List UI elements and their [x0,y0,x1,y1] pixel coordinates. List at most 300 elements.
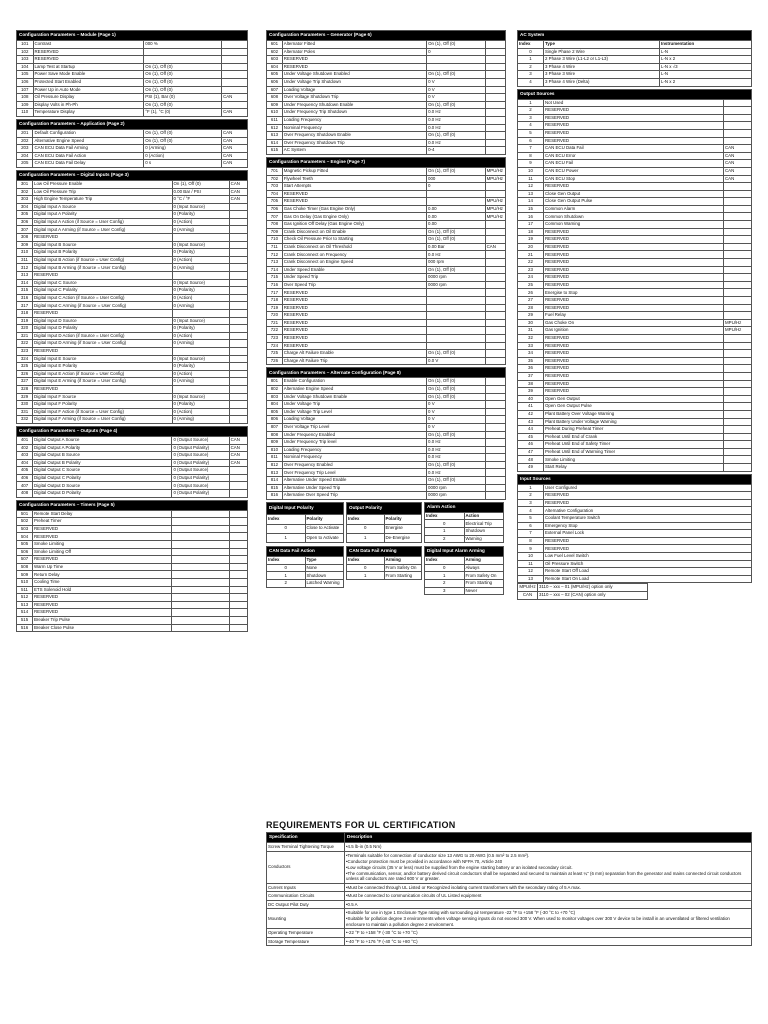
table-cell: 802 [267,385,283,393]
table-cell: 808 [267,431,283,439]
table-cell: Over Voltage Shutdown Trip [282,94,426,102]
table-row [518,198,752,206]
ul-spec: Storage Temperature [267,937,345,946]
table-cell: CAN [222,145,248,153]
table-cell: High Engine Temperature Trip [33,196,173,204]
table-cell: Common Shutdown [544,213,724,221]
table-cell [485,221,505,229]
table-cell: 0 (Polarity) [172,401,229,409]
table-cell: Digital Output D Source [33,482,172,490]
table-cell: Digital Input C Arming (if Source = User Config) [33,302,173,310]
table-cell: Digital Input E Action (if Source = User Config) [33,370,173,378]
table-cell: 0 V [427,78,486,86]
table-cell: RESERVED [544,372,724,380]
table-row [17,226,248,234]
table-cell: 0 (Action) [172,370,229,378]
table-cell: Breaker Trip Pulse [33,616,172,624]
table-row [267,221,506,229]
table-cell: On (1), Off (0) [427,132,486,140]
table-cell: 304 [17,203,33,211]
table-row [518,312,752,320]
table-cell: RESERVED [544,236,724,244]
table-cell: Low Fuel Level Switch [544,553,752,561]
table-cell: 0 (Polarity) [172,211,229,219]
table-cell: Digital Input F Source [33,393,173,401]
table-cell [229,624,247,632]
table-cell: Energise to Stop [544,289,724,297]
table-cell: 31 [518,327,544,335]
column-header: Index [347,515,385,524]
table-row [17,548,248,556]
table-cell: 21 [518,251,544,259]
table-row [518,243,752,251]
table-cell [427,304,486,312]
table-cell: 717 [267,289,283,297]
ul-header-row [267,833,752,843]
table-cell: Fuel Relay [544,312,724,320]
ul-description [345,851,752,883]
table-row [17,416,248,424]
table-cell: Power Save Mode Enable [33,71,144,79]
table-row [17,48,248,56]
table-cell [229,264,247,272]
ul-row [267,929,752,938]
table-cell: Gas Choke Timer (Gas Engine Only) [282,205,426,213]
table-cell: Digital Input B Arming (if Source = User Config) [33,264,173,272]
table-row [267,580,344,588]
table-cell: RESERVED [544,114,724,122]
table-cell: Alternative Under Speed Enable [282,477,426,485]
table-cell: 17 [518,221,544,229]
table-row [17,272,248,280]
table-cell: 0 (Output Polarity) [172,459,229,467]
section-title: Input Sources [518,474,752,484]
table-row [518,560,752,568]
table-cell: RESERVED [544,251,724,259]
table-cell [724,410,752,418]
table-cell: MPU/Hz [485,205,505,213]
table-cell: Over Frequency Enabled [282,461,426,469]
table-cell: 805 [267,408,283,416]
table-row [518,464,752,472]
table-cell: RESERVED [282,297,426,305]
table-row [17,71,248,79]
ul-table [266,832,752,946]
table-cell: 610 [267,109,283,117]
table-row [267,350,506,358]
table-cell: 46 [518,441,544,449]
table-cell: 3 [518,114,544,122]
table-cell: 323 [17,347,33,355]
table-cell [172,310,229,318]
table-cell: CAN [222,137,248,145]
table-row [17,196,248,204]
table-row [17,249,248,257]
table-cell: Contrast [33,41,144,49]
table-row [267,357,506,365]
table-cell: Alternative Configuration [544,507,752,515]
table-cell: 708 [267,221,283,229]
table-cell: RESERVED [544,228,724,236]
table-cell [229,347,247,355]
table-cell: MPU/Hz [485,167,505,175]
table-cell: 37 [518,372,544,380]
table-cell: Coolant Temperature Switch [544,515,752,523]
table-row [267,259,506,267]
table-cell: 516 [17,624,33,632]
table-cell: Digital Input E Arming (if Source = User Config) [33,378,173,386]
table-row [518,484,752,492]
table-row [17,609,248,617]
table-cell: 12 [518,183,544,191]
table-cell: 0 [347,564,385,572]
table-cell: 3 Phase 4 Wire (Delta) [544,78,660,86]
table-cell: 20 [518,243,544,251]
table-cell [229,317,247,325]
table-cell [485,56,505,64]
table-cell: 0 (Arming) [144,145,222,153]
table-row [17,109,248,117]
table-cell [485,297,505,305]
table-cell [229,211,247,219]
table-cell: User Configured [544,484,752,492]
table-cell [229,586,247,594]
table-cell [485,385,505,393]
table-row [17,317,248,325]
ul-bullet: • The communication, sensor, and/or battery derived circuit conductors shall be separated and secured to maintain at least ¼" (6 mm) separation from the generator and mains connected circuit conductors unless all conductors are rated 600 V or greater. [346,871,750,882]
table-row [267,71,506,79]
table-cell: 809 [267,439,283,447]
table-cell: Digital Input D Source [33,317,173,325]
ul-description [345,909,752,929]
table-row [267,205,506,213]
table-cell: 406 [17,474,33,482]
table-cell: 0.00 Bar / PSI [172,188,229,196]
legend-cell: CAN [518,591,538,599]
table-cell: 7 [518,530,544,538]
table-cell: Latched Warning [305,580,344,588]
table-cell: From Safety On [464,572,504,580]
table-cell [485,78,505,86]
table-cell: 2 [518,492,544,500]
table-row [17,310,248,318]
table-cell: Crank Disconnect on Engine Speed [282,259,426,267]
table-cell: 715 [267,274,283,282]
table-cell: 2 [425,535,465,543]
table-cell [229,609,247,617]
table-cell [229,302,247,310]
table-cell: Nominal Frequency [282,124,426,132]
table-cell [172,385,229,393]
table-cell [485,342,505,350]
table-cell: °F (1), °C (0) [144,109,222,117]
table-cell: RESERVED [544,281,724,289]
table-row [267,378,506,386]
ul-bullet: • -40 °F to +176 °F (-40 °C to +80 °C) [346,939,750,945]
table-cell: Gas On Delay (Gas Engine Only) [282,213,426,221]
table-cell: Alternative Over Speed Trip [282,492,426,500]
table-cell: RESERVED [33,385,173,393]
table-cell [485,101,505,109]
table-cell: 508 [17,563,33,571]
table-cell: L-N x 2 [660,56,752,64]
table-cell [724,122,752,130]
table-cell [485,147,505,155]
table-cell: 0 (Action) [172,256,229,264]
table-cell: 505 [17,541,33,549]
table-cell: Crank Disconnect on Oil Enable [282,228,426,236]
table-cell: CAN [724,160,752,168]
ul-bullet: • 4.5 lb-in (0.5 Nm) [346,844,750,850]
table-cell: 0 (Polarity) [172,249,229,257]
table-cell [229,533,247,541]
table-cell: 29 [518,312,544,320]
table-cell: 807 [267,423,283,431]
table-cell: Loading Frequency [282,446,426,454]
table-cell [724,441,752,449]
table-row [518,297,752,305]
table-cell: RESERVED [544,274,724,282]
table-row [17,444,248,452]
table-cell [485,334,505,342]
table-cell: RESERVED [33,234,173,242]
table-cell: 9 [518,160,544,168]
table-row [518,251,752,259]
table-cell: 403 [17,452,33,460]
table-cell: RESERVED [544,350,724,358]
table-cell: 48 [518,456,544,464]
ul-row [267,937,752,946]
table-cell [724,205,752,213]
table-cell: 603 [267,56,283,64]
table-cell: 502 [17,518,33,526]
table-cell: Digital Input E Source [33,355,173,363]
table-cell [222,48,248,56]
table-cell: 608 [267,94,283,102]
table-cell: 0.0 Hz [427,446,486,454]
table-cell: Never [464,587,504,595]
table-cell: De-Energise [384,533,422,542]
column-header: Index [267,515,306,524]
table-cell [724,251,752,259]
table-cell: 205 [17,160,33,168]
table-cell: 0000 rpm [427,484,486,492]
table-cell: 801 [267,378,283,386]
table-cell: 605 [267,71,283,79]
table-cell [172,586,229,594]
table-cell: 106 [17,78,34,86]
table-cell: 512 [17,594,33,602]
table-cell: 102 [17,48,34,56]
table-row [518,281,752,289]
table-cell: 1 [347,572,385,580]
table-cell: Close Gen Output [544,190,724,198]
table-row [267,454,506,462]
table-cell: 710 [267,236,283,244]
table-cell: 2 Phase 3 Wire (L1-L2 or L1-L3) [544,56,660,64]
table-cell: On (1), Off (0) [144,63,222,71]
table-cell: CAN [229,436,247,444]
table-cell: RESERVED [544,107,724,115]
table-row [518,403,752,411]
table-cell: 326 [17,370,33,378]
table-cell: Digital Output A Polarity [33,444,172,452]
table-cell [229,256,247,264]
ul-row [267,851,752,883]
table-row [267,190,506,198]
table-cell [485,259,505,267]
table-cell: Preheat Until End of Crank [544,433,724,441]
table-cell [427,319,486,327]
table-cell: Alternative Under Speed Trip [282,484,426,492]
ul-row [267,900,752,909]
table-row [267,167,506,175]
table-cell [724,388,752,396]
table-cell: Check Oil Pressure Prior to Starting [282,236,426,244]
column-header: Index [267,557,306,565]
table-cell: 0 [425,564,465,572]
table-cell: Under Frequency Enabled [282,431,426,439]
table-cell: 0.00 [427,213,486,221]
ul-description [345,937,752,946]
ul-column-header: Specification [267,833,345,843]
table-row [518,319,752,327]
table-cell: 0.0 Hz [427,469,486,477]
table-cell [485,251,505,259]
table-row [17,355,248,363]
table-cell: Digital Input C Action (if Source = User Config) [33,294,173,302]
table-cell: 39 [518,388,544,396]
table-cell: 609 [267,101,283,109]
table-cell: 711 [267,243,283,251]
table-cell: 0 (Input Source) [172,241,229,249]
table-cell [427,327,486,335]
table-row [518,395,752,403]
table-cell: Energise [384,524,422,533]
table-row [17,459,248,467]
section-title: Configuration Parameters – Alternate Configuration (Page 8) [267,368,506,378]
table-cell: 712 [267,251,283,259]
table-cell [485,109,505,117]
table-cell: Digital Output B Polarity [33,459,172,467]
table-cell: Enable Configuration [282,378,426,386]
table-row [17,347,248,355]
table-cell: RESERVED [33,609,172,617]
table-cell: RESERVED [33,533,172,541]
table-row [518,71,752,79]
table-row [518,553,752,561]
table-cell: MPU/Hz [485,213,505,221]
table-cell [229,393,247,401]
table-cell: 315 [17,287,33,295]
table-row [17,525,248,533]
table-cell: 26 [518,289,544,297]
table-row [267,492,506,500]
table-cell [427,63,486,71]
table-cell [427,190,486,198]
table-cell: 203 [17,145,33,153]
table-cell: Digital Input D Arming (if Source = User Config) [33,340,173,348]
table-cell: 613 [267,132,283,140]
table-cell: 33 [518,342,544,350]
table-cell: Start Attempts [282,183,426,191]
table-row [518,167,752,175]
table-cell: RESERVED [282,327,426,335]
table-row [17,363,248,371]
table-cell: 0 (Action) [172,408,229,416]
table-cell [485,228,505,236]
table-row [267,431,506,439]
table-cell: 34 [518,350,544,358]
table-cell: 201 [17,129,33,137]
table-row [17,152,248,160]
table-cell: 314 [17,279,33,287]
legend-cell: 3110 – xxx – 02 (CAN) option only [538,591,648,599]
ul-title: REQUIREMENTS FOR UL CERTIFICATION [266,820,456,830]
table-cell: 105 [17,71,34,79]
table-cell: 328 [17,385,33,393]
table-cell: L-N x 2 [660,78,752,86]
table-cell: Digital Input B Polarity [33,249,173,257]
table-cell: 44 [518,426,544,434]
table-cell: Crank Disconnect on Frequency [282,251,426,259]
table-cell [485,304,505,312]
table-cell: 0 (Input Source) [172,317,229,325]
timers-table [16,500,248,633]
table-cell: From Safety On [384,564,422,572]
table-row [267,439,506,447]
table-cell: 0 V [427,94,486,102]
small-tables-row-1 [266,502,506,543]
table-cell [427,56,486,64]
table-cell [172,347,229,355]
table-cell [427,289,486,297]
table-cell: 331 [17,408,33,416]
table-row [518,515,752,523]
table-cell [485,116,505,124]
table-cell: 611 [267,116,283,124]
table-cell: Alternative Engine Speed [282,385,426,393]
table-cell: 0.0 Hz [427,109,486,117]
table-row [518,357,752,365]
table-row [267,48,506,56]
table-cell: 702 [267,175,283,183]
table-row [518,160,752,168]
table-cell [485,477,505,485]
table-cell: CAN [229,452,247,460]
table-cell [229,482,247,490]
table-cell: 511 [17,586,33,594]
table-cell: 0.0 Hz [427,116,486,124]
table-cell: 308 [17,234,33,242]
table-cell: 701 [267,167,283,175]
table-cell: 726 [267,357,283,365]
table-cell [485,461,505,469]
table-cell: 30 [518,319,544,327]
table-cell: 501 [17,510,33,518]
table-row [17,467,248,475]
table-cell: 510 [17,579,33,587]
table-cell [229,294,247,302]
table-row [518,152,752,160]
table-cell: 504 [17,533,33,541]
table-cell: Electrical Trip [464,520,504,528]
table-cell: Open Gen Output Pulse [544,403,724,411]
table-cell: 815 [267,484,283,492]
table-row [347,533,422,542]
table-cell: RESERVED [544,537,752,545]
table-cell: RESERVED [544,342,724,350]
